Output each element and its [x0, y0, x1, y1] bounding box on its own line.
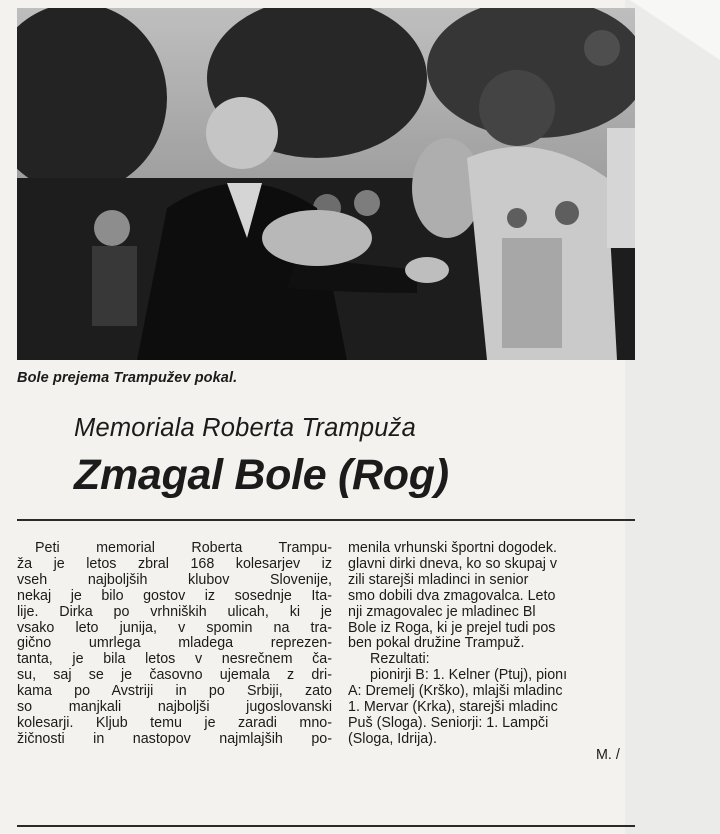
text-line: vsako leto junija, v spomin na tra- [17, 619, 332, 636]
text-line: glavni dirki dneva, ko so skupaj v [348, 555, 558, 572]
text-line: so manjkali najboljši jugoslovanski [17, 699, 332, 716]
text-line: zili starejši mladinci in senior [348, 571, 529, 588]
author-signature: M. / [596, 746, 620, 763]
text-line: lije. Dirka po vrhniških ulicah, ki je [17, 603, 332, 620]
news-photo [17, 8, 635, 360]
article-column-left [17, 541, 332, 748]
text-line: kolesarji. Kljub temu je zaradi mno- [17, 714, 332, 731]
text-line: ben pokal družine Trampuž. [348, 635, 525, 652]
text-line: su, saj se je časovno ujemala z dri- [17, 667, 332, 684]
bottom-rule [17, 825, 635, 827]
text-line: tanta, je bila letos v nesrečnem ča- [17, 651, 332, 668]
folded-corner [630, 0, 720, 60]
text-line: 1. Mervar (Krka), starejši mladinc [348, 699, 558, 716]
text-line: menila vrhunski športni dogodek. [348, 541, 558, 556]
article-kicker: Memoriala Roberta Trampuža [74, 414, 417, 442]
text-line: vseh najboljših klubov Slovenije, [17, 571, 332, 588]
text-line: A: Dremelj (Krško), mlajši mladinc [348, 683, 563, 700]
text-line: gično umrlega mladega reprezen- [17, 635, 332, 652]
text-line: žičnosti in nastopov najmlajših po- [17, 730, 332, 747]
text-line: pionirji B: 1. Kelner (Ptuj), pionı [370, 667, 568, 684]
text-line: nji zmagovalec je mladinec Bl [348, 603, 536, 620]
results-heading: Rezultati: [370, 651, 430, 668]
text-line: Peti memorial Roberta Trampu- [35, 540, 332, 556]
text-line: smo dobili dva zmagovalca. Leto [348, 587, 556, 604]
top-rule [17, 519, 635, 521]
text-line: nekaj je bilo gostov iz sosednje Ita- [17, 587, 332, 604]
article-headline: Zmagal Bole (Rog) [74, 451, 449, 499]
photo-caption: Bole prejema Trampužev pokal. [17, 370, 238, 386]
photo-illustration [17, 8, 635, 360]
text-line: ža je letos zbral 168 kolesarjev iz [17, 555, 332, 572]
text-line: Puš (Sloga). Seniorji: 1. Lampči [348, 714, 549, 731]
text-line: kama po Avstriji in po Srbiji, zato [17, 683, 332, 700]
text-line: Bole iz Roga, ki je prejel tudi pos [348, 619, 556, 636]
text-line: (Sloga, Idrija). [348, 730, 437, 747]
article-column-right [348, 541, 642, 764]
